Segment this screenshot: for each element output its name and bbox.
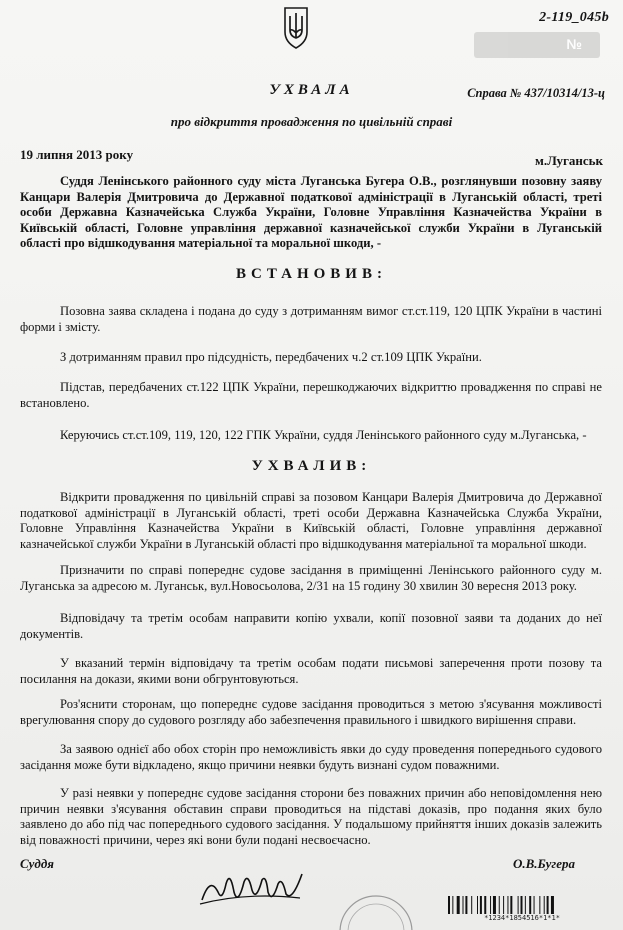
established-paragraph: Позовна заява складена і подана до суду з дотриманням вимог ст.ст.119, 120 ЦПК України в частині форми і змісту. xyxy=(20,304,602,334)
ruled-paragraph: У вказаний термін відповідачу та третім особам подати письмові заперечення проти позову та посилання на докази, якими вони обгрунтовуються. xyxy=(20,656,602,686)
registration-stamp: № xyxy=(474,32,600,58)
ruling-date: 19 липня 2013 року xyxy=(20,147,134,162)
ruled-heading: УХВАЛИВ: xyxy=(251,458,372,474)
trident-coat-of-arms-icon xyxy=(282,6,310,50)
court-seal-stamp xyxy=(336,892,416,930)
document-subtitle: про відкриття провадження по цивільній справі xyxy=(170,114,453,129)
established-paragraph: Підстав, передбачених ст.122 ЦПК України, перешкоджаючих відкриттю провадження по справі не встановлено. xyxy=(20,380,602,410)
barcode-icon xyxy=(448,896,596,914)
established-paragraph: Керуючись ст.ст.109, 119, 120, 122 ГПК України, суддя Ленінського районного суду м.Луганська, - xyxy=(60,428,587,442)
ruled-paragraph: Відповідачу та третім особам направити копію ухвали, копії позовної заяви та доданих до неї документів. xyxy=(20,611,602,641)
ruled-paragraph: У разі неявки у попереднє судове засідання сторони без поважних причин або неповідомлення нею причин неявки з'ясування обставин справи проводиться на підставі доказів, про подання яких було заявлено до або під час попереднього судового засідання. У подальшому прийняття інших доказів залежить від поважності причини, через які вони були подані несвоєчасно. xyxy=(20,786,602,847)
ruled-paragraph: Призначити по справі попереднє судове засідання в приміщенні Ленінського районного суду м. Луганська за адресою м. Луганськ, вул.Новосьолова, 2/31 на 15 годину 30 хвилин 30 вересня 2013 року. xyxy=(20,563,602,593)
judge-name: О.В.Бугера xyxy=(513,856,575,871)
handwritten-signature xyxy=(196,862,306,912)
established-paragraph: З дотриманням правил про підсудність, передбачених ч.2 ст.109 ЦПК України. xyxy=(60,350,482,364)
ruled-paragraph: Роз'яснити сторонам, що попереднє судове засідання проводиться з метою з'ясування можливості врегулювання спору до судового розгляду або забезпечення правильного і швидкого вирішення справи. xyxy=(20,697,602,727)
case-number: Справа № 437/10314/13-ц xyxy=(467,86,605,100)
established-heading: ВСТАНОВИВ: xyxy=(236,266,387,282)
document-barcode xyxy=(448,896,596,926)
document-id: 2-119_045b xyxy=(539,10,609,25)
ruled-paragraph: Відкрити провадження по цивільній справі за позовом Канцари Валерія Дмитровича до Державної податкової адміністрації в Луганській області, треті особи Державна Казначейська Служба України, Головне Управління Казначейства України в Київській області, Головне управління державної казначейської служби України в Луганській області про відшкодування матеріальної та моральної шкоди. xyxy=(20,490,602,551)
signature-title: Суддя xyxy=(20,856,54,871)
ruling-city: м.Луганськ xyxy=(535,153,603,168)
intro-paragraph: Суддя Ленінського районного суду міста Луганська Бугера О.В., розглянувши позовну заяву Канцари Валерія Дмитровича до Державної податкової адміністрації в Луганській області, треті особи Державна Казначейська Служба України, Головне Управління Казначейства України в Київській області, Головне управління державної казначейської служби України в Луганській області про відшкодування матеріальної та моральної шкоди, - xyxy=(20,174,602,250)
document-title: УХВАЛА xyxy=(269,82,354,98)
barcode-number: *1234*1854516*1*1* xyxy=(484,914,560,922)
ruled-paragraph: За заявою однієї або обох сторін про неможливість явки до суду проведення попереднього судового засідання може бути відкладено, якщо причини неявки будуть визнані судом поважними. xyxy=(20,742,602,772)
